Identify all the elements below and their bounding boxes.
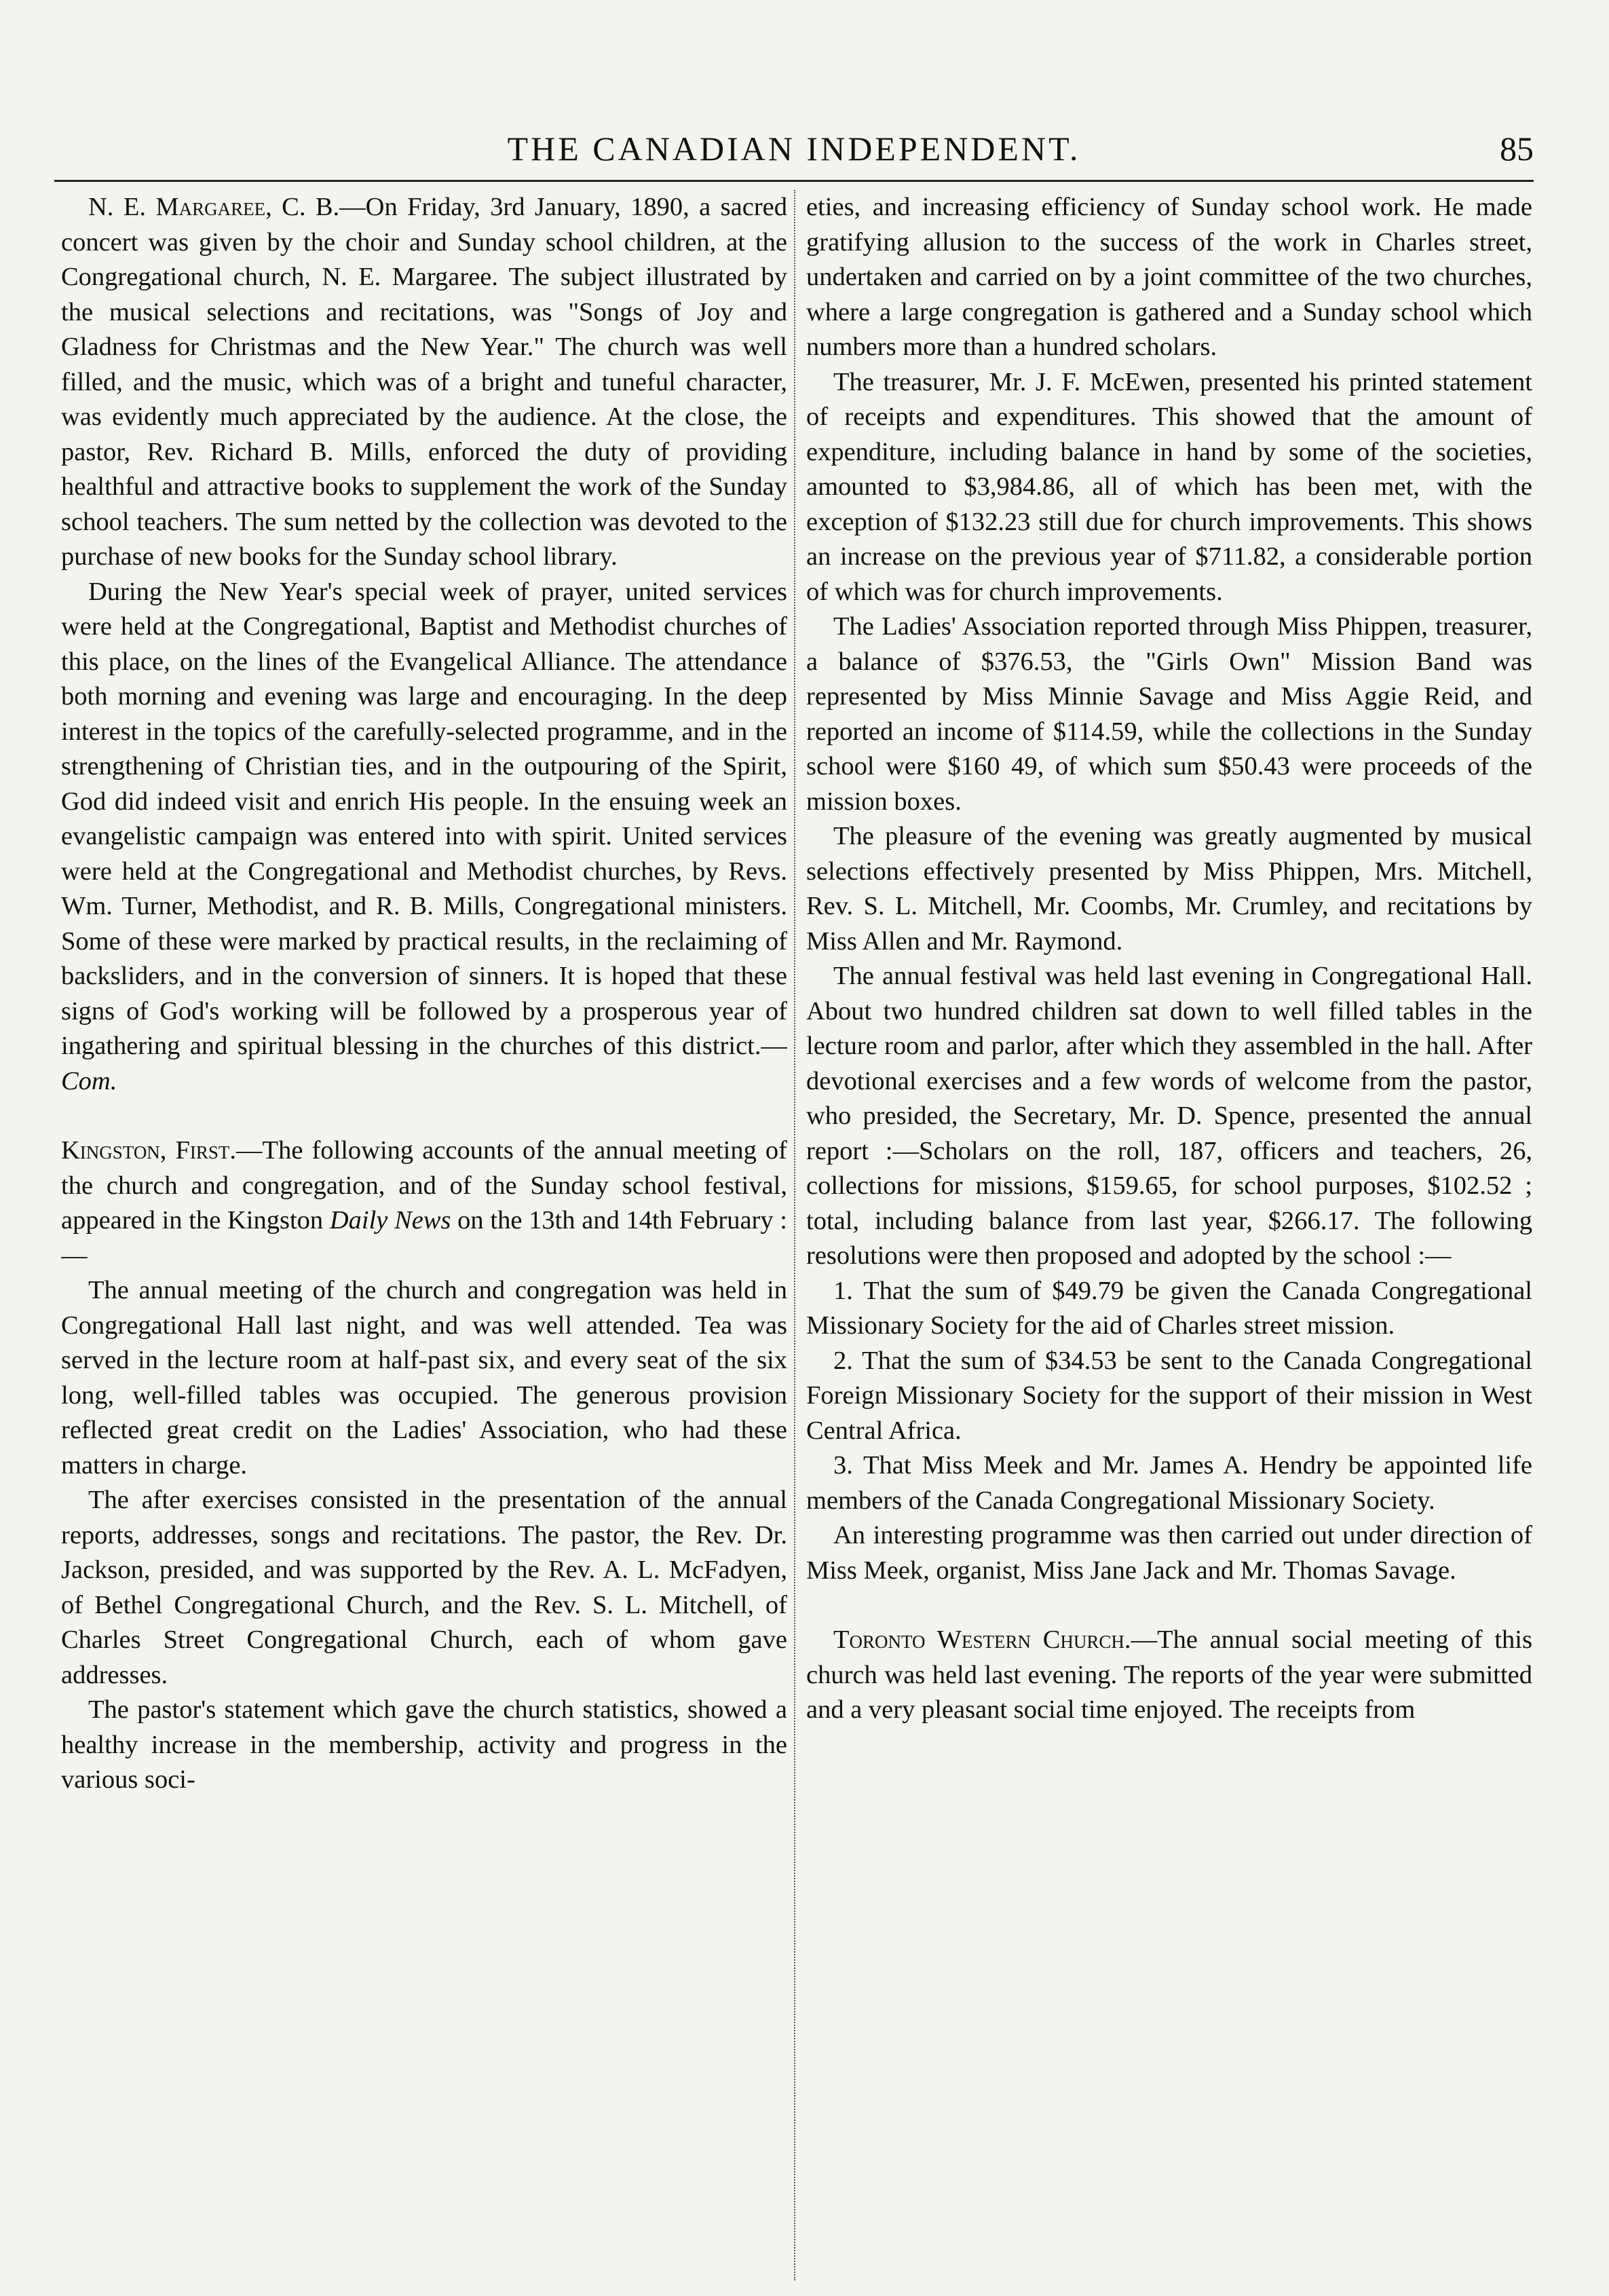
paragraph-kingston [61,1133,787,1273]
resolution-2: 2. That the sum of $34.53 be sent to the Canada Congregational Foreign Missionary Society for the support of their mission in West Central Africa. [806,1346,1532,1445]
signature: Com. [61,1066,117,1095]
paragraph-pastor-statement: The pastor's statement which gave the church statistics, showed a healthy increase in the membership, activity and progress in the various soci- [61,1695,787,1794]
paragraph-festival: The annual festival was held last evening in Congregational Hall. About two hundred children sat down to well filled tables in the lecture room and parlor, after which they assembled in the hall. After devotional exercises and a few words of welcome from the pastor, who presided, the Secretary, Mr. D. Spence, presented the annual report :—Scholars on the roll, 187, officers and teachers, 26, collections for missions, $159.65, for school purposes, $102.52 ; total, including balance from last year, $266.17. The following resolutions were then proposed and adopted by the school :— [806,962,1532,1270]
section-heading: Toronto Western Church. [833,1625,1131,1654]
paragraph-text-tail: on the 13th and 14th February :— [61,1206,787,1270]
column-divider [794,190,795,2280]
paragraph-margaree [61,190,787,575]
resolution-1: 1. That the sum of $49.79 be given the Canada Congregational Missionary Society for the aid of Charles street mission. [806,1276,1532,1340]
section-heading: N. E. Margaree, C. B. [88,193,340,221]
header-rule [54,180,1534,182]
paragraph-musical: The pleasure of the evening was greatly augmented by musical selections effectively presented by Miss Phippen, Mrs. Mitchell, Rev. S. L. Mitchell, Mr. Coombs, Mr. Crumley, and recitations by Miss Allen and Mr. Raymond. [806,822,1532,956]
paragraph-ladies-association: The Ladies' Association reported through Miss Phippen, treasurer, a balance of $376.53, the "Girls Own" Mission Band was represented by Miss Minnie Savage and Miss Aggie Reid, and reported an income of $114.59, while the collections in the Sunday school were $160 49, of which sum $50.43 were proceeds of the mission boxes. [806,612,1532,816]
paragraph-treasurer: The treasurer, Mr. J. F. McEwen, presented his printed statement of receipts and expenditures. This showed that the amount of expenditure, including balance in hand by some of the societies, amounted to $3,984.86, all of which has been met, with the exception of $132.23 still due for church improvements. This shows an increase on the previous year of $711.82, a considerable portion of which was for church improvements. [806,367,1532,606]
paragraph-annual-meeting: The annual meeting of the church and congregation was held in Congregational Hall last night, and was well attended. Tea was served in the lecture room at half-past six, and every seat of the six long, well-filled tables was occupied. The generous provision reflected great credit on the Ladies' Association, who had these matters in charge. [61,1276,787,1480]
paragraph-toronto-western [806,1623,1532,1728]
page-number: 85 [1500,130,1534,168]
paragraph-programme: An interesting programme was then carried out under direction of Miss Meek, organist, Miss Jane Jack and Mr. Thomas Savage. [806,1521,1532,1585]
resolution-3: 3. That Miss Meek and Mr. James A. Hendry be appointed life members of the Canada Congregational Missionary Society. [806,1451,1532,1515]
paragraph-text: During the New Year's special week of prayer, united services were held at the Congregational, Baptist and Methodist churches of this place, on the lines of the Evangelical Alliance. The attendance both morning and evening was large and encouraging. In the deep interest in the topics of the carefully-selected programme, and in the strengthening of Christian ties, and in the outpouring of the Spirit, God did indeed visit and enrich His people. In the ensuing week an evangelistic campaign was entered into with spirit. United services were held at the Congregational and Methodist churches, by Revs. Wm. Turner, Methodist, and R. B. Mills, Congregational ministers. Some of these were marked by practical results, in the reclaiming of backsliders, and in the conversion of sinners. It is hoped that these signs of God's working will be followed by a prosperous year of ingathering and spiritual blessing in the churches of this district.— [61,577,787,1060]
section-heading: Kingston, First. [61,1136,237,1165]
journal-title: THE CANADIAN INDEPENDENT. [507,130,1081,168]
right-column [806,190,1532,2280]
paragraph-text: —The annual social meeting of this church was held last evening. The reports of the year were submitted and a very pleasant social time enjoyed. The receipts from [806,1625,1532,1724]
page-header [54,129,1534,176]
paragraph-exercises: The after exercises consisted in the presentation of the annual reports, addresses, songs and recitations. The pastor, the Rev. Dr. Jackson, presided, and was supported by the Rev. A. L. McFadyen, of Bethel Congregational Church, and the Rev. S. L. Mitchell, of Charles Street Congregational Church, each of whom gave addresses. [61,1486,787,1689]
newspaper-name: Daily News [329,1206,451,1235]
paragraph-text: —The following accounts of the annual meeting of the church and congregation, and of the Sunday school festival, appeared in the Kingston [61,1136,787,1235]
paragraph-week-of-prayer [61,575,787,1099]
paragraph-text: —On Friday, 3rd January, 1890, a sacred concert was given by the choir and Sunday school children, at the Congregational church, N. E. Margaree. The subject illustrated by the musical selections and recitations, was "Songs of Joy and Gladness for Christmas and the New Year." The church was well filled, and the music, which was of a bright and tuneful character, was evidently much appreciated by the audience. At the close, the pastor, Rev. Richard B. Mills, enforced the duty of providing healthful and attractive books to supplement the work of the Sunday school teachers. The sum netted by the collection was devoted to the purchase of new books for the Sunday school library. [61,193,787,571]
left-column [61,190,787,2280]
paragraph-continued: eties, and increasing efficiency of Sunday school work. He made gratifying allusion to the success of the work in Charles street, undertaken and carried on by a joint committee of the two churches, where a large congregation is gathered and a Sunday school which numbers more than a hundred scholars. [806,193,1532,361]
